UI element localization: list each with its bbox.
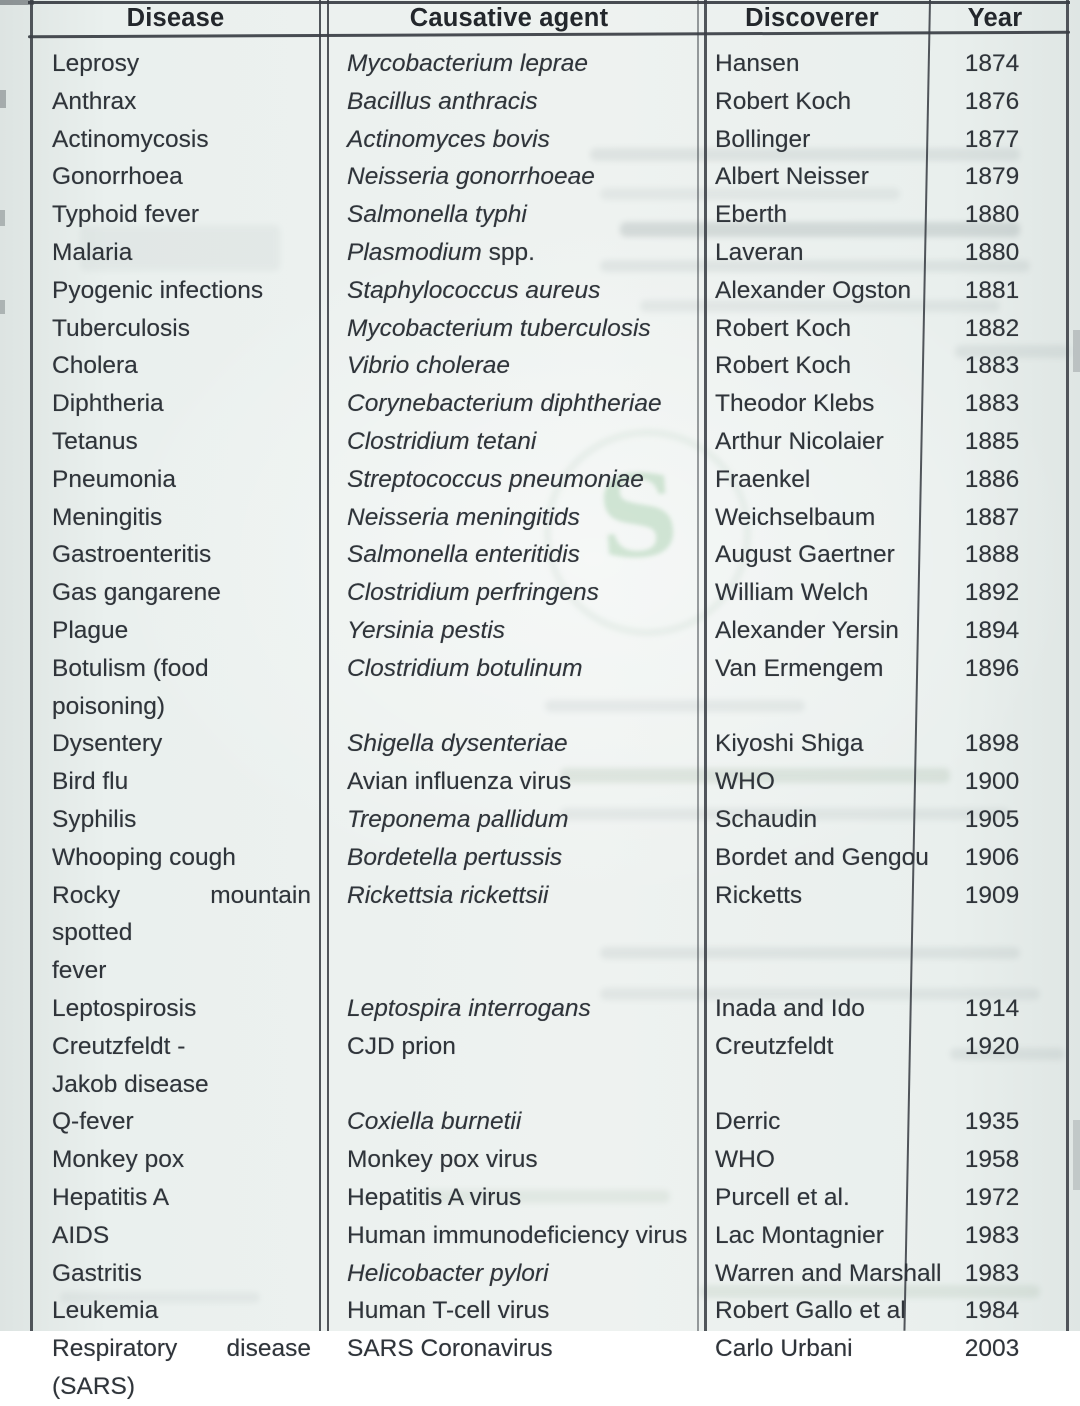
table-row	[30, 196, 1063, 234]
year-cell: 1877	[964, 125, 1020, 153]
disease-cell	[30, 196, 321, 234]
year-cell: 1920	[964, 1032, 1020, 1060]
disease-cell	[30, 839, 321, 877]
disease-cell	[30, 499, 321, 537]
discoverer-cell: August Gaertner	[715, 541, 895, 569]
agent-segment: Mycobacterium tuberculosis	[347, 314, 651, 342]
year-cell: 1972	[964, 1183, 1020, 1211]
discoverer-cell: WHO	[715, 1146, 775, 1174]
discoverer-cell: Hansen	[715, 50, 800, 77]
disease-cell	[30, 877, 321, 990]
discoverer-cell: WHO	[715, 768, 775, 796]
stamp-ghost-letter: S	[593, 449, 684, 586]
disease-line: Gastroenteritis	[52, 541, 212, 569]
disease-line: Bird flu	[52, 768, 129, 796]
agent-segment: Hepatitis A virus	[347, 1183, 522, 1211]
year-cell: 1879	[964, 163, 1020, 191]
disease-cell	[30, 1255, 321, 1293]
discoverer-cell: Inada and Ido	[715, 994, 865, 1022]
discoverer-cell: Derric	[715, 1108, 781, 1136]
year-cell: 1880	[964, 201, 1020, 229]
agent-cell	[321, 1330, 697, 1406]
agent-cell	[321, 1255, 697, 1293]
agent-cell	[321, 801, 697, 839]
discoverer-cell: Theodor Klebs	[715, 390, 875, 418]
year-cell: 1886	[964, 465, 1020, 493]
discoverer-cell: Lac Montagnier	[715, 1221, 884, 1249]
agent-cell	[321, 196, 697, 234]
agent-segment: Shigella dysenteriae	[347, 730, 568, 758]
agent-segment: Clostridium tetani	[347, 427, 537, 455]
disease-cell	[30, 801, 321, 839]
year-cell: 1883	[964, 352, 1020, 380]
agent-segment: Plasmodium	[347, 238, 482, 266]
agent-cell	[321, 310, 697, 348]
table-row	[30, 839, 1063, 877]
agent-segment: Monkey pox virus	[347, 1146, 538, 1174]
agent-cell	[321, 725, 697, 763]
disease-cell	[30, 272, 321, 310]
agent-cell	[321, 272, 697, 310]
discoverer-cell: Alexander Ogston	[715, 276, 912, 304]
disease-cell	[30, 121, 321, 159]
disease-cell	[30, 158, 321, 196]
agent-segment: Salmonella enteritidis	[347, 541, 580, 569]
discoverer-cell: Van Ermengem	[715, 654, 884, 682]
agent-cell	[321, 1179, 697, 1217]
year-cell: 1984	[964, 1297, 1020, 1325]
disease-cell	[30, 83, 321, 121]
agent-segment: Salmonella typhi	[347, 201, 527, 229]
year-cell: 1898	[964, 730, 1020, 758]
disease-cell	[30, 234, 321, 272]
table-row	[30, 423, 1063, 461]
disease-cell	[30, 574, 321, 612]
disease-line: fever	[52, 957, 107, 985]
disease-line: Creutzfeldt -	[52, 1032, 186, 1060]
year-cell: 1958	[964, 1146, 1020, 1174]
discoverer-cell: Arthur Nicolaier	[715, 427, 884, 455]
table-row	[30, 347, 1063, 385]
agent-segment: Mycobacterium leprae	[347, 50, 589, 77]
disease-line: AIDS	[52, 1221, 110, 1249]
agent-segment: SARS Coronavirus	[347, 1335, 553, 1363]
disease-line: (SARS)	[52, 1372, 136, 1400]
disease-cell	[30, 536, 321, 574]
disease-line: Monkey pox	[52, 1146, 185, 1174]
year-cell: 2003	[964, 1335, 1020, 1363]
year-cell: 1892	[964, 579, 1020, 607]
discoverer-cell: Schaudin	[715, 805, 818, 833]
year-cell: 1914	[964, 994, 1020, 1022]
disease-line: Botulism (food	[52, 654, 209, 682]
disease-line: Leukemia	[52, 1297, 159, 1325]
agent-segment: Leptospira interrogans	[347, 994, 591, 1022]
discoverer-cell: William Welch	[715, 579, 869, 607]
disease-line: Syphilis	[52, 805, 137, 833]
disease-line: Leprosy	[52, 50, 140, 77]
agent-cell	[321, 45, 697, 83]
disease-cell	[30, 1292, 321, 1330]
disease-cell	[30, 461, 321, 499]
table-row	[30, 1028, 1063, 1104]
discoverer-cell: Ricketts	[715, 881, 803, 909]
table-row	[30, 612, 1063, 650]
disease-line: Anthrax	[52, 87, 137, 115]
year-cell: 1983	[964, 1259, 1020, 1287]
agent-cell	[321, 1141, 697, 1179]
disease-line: Actinomycosis	[52, 125, 209, 153]
header-disease: Disease	[126, 4, 225, 32]
disease-line: Gastritis	[52, 1259, 142, 1287]
agent-cell	[321, 1217, 697, 1255]
discoverer-cell: Laveran	[715, 238, 804, 266]
disease-line: Q-fever	[52, 1108, 134, 1136]
disease-line: Malaria	[52, 238, 133, 266]
agent-segment: Rickettsia rickettsii	[347, 881, 549, 909]
year-cell: 1883	[964, 390, 1020, 418]
year-cell: 1882	[964, 314, 1020, 342]
disease-line: Pneumonia	[52, 465, 176, 493]
table-row	[30, 990, 1063, 1028]
disease-cell	[30, 725, 321, 763]
table-row	[30, 1330, 1063, 1406]
disease-cell	[30, 385, 321, 423]
discoverer-cell: Weichselbaum	[715, 503, 876, 531]
agent-cell	[321, 461, 697, 499]
discoverer-cell: Warren and Marshall	[715, 1259, 942, 1287]
year-cell: 1906	[964, 843, 1020, 871]
table-row	[30, 650, 1063, 726]
disease-line: Gonorrhoea	[52, 163, 183, 191]
agent-cell	[321, 763, 697, 801]
agent-cell	[321, 423, 697, 461]
table-row	[30, 121, 1063, 159]
year-cell: 1887	[964, 503, 1020, 531]
agent-cell	[321, 385, 697, 423]
table-body	[30, 45, 1063, 1406]
table-row	[30, 536, 1063, 574]
agent-segment: Treponema pallidum	[347, 805, 569, 833]
table-right-border	[1066, 0, 1069, 1331]
table-row	[30, 1292, 1063, 1330]
year-cell: 1935	[964, 1108, 1020, 1136]
disease-line: Meningitis	[52, 503, 163, 531]
table-row	[30, 1255, 1063, 1293]
agent-segment: Neisseria gonorrhoeae	[347, 163, 595, 191]
discoverer-cell: Bollinger	[715, 125, 811, 153]
disease-line: Cholera	[52, 352, 138, 380]
agent-segment: Neisseria meningitids	[347, 503, 580, 531]
disease-line: Tuberculosis	[52, 314, 190, 342]
disease-cell	[30, 1217, 321, 1255]
agent-cell	[321, 499, 697, 537]
disease-cell	[30, 650, 321, 726]
agent-cell	[321, 83, 697, 121]
agent-segment: Corynebacterium diphtheriae	[347, 390, 662, 418]
agent-cell	[321, 158, 697, 196]
agent-cell	[321, 1028, 697, 1104]
disease-cell	[30, 423, 321, 461]
year-cell: 1900	[964, 768, 1020, 796]
agent-segment: CJD prion	[347, 1032, 456, 1060]
discoverer-cell: Creutzfeldt	[715, 1032, 834, 1060]
agent-cell	[321, 650, 697, 726]
agent-segment: spp.	[481, 238, 535, 266]
agent-segment: Streptococcus pneumoniae	[347, 465, 644, 493]
year-cell: 1983	[964, 1221, 1020, 1249]
disease-line: Pyogenic infections	[52, 276, 264, 304]
disease-line: Diphtheria	[52, 390, 164, 418]
disease-line: Dysentery	[52, 730, 163, 758]
agent-cell	[321, 1292, 697, 1330]
agent-segment: Human T-cell virus	[347, 1297, 550, 1325]
disease-line: Whooping cough	[52, 843, 236, 871]
agent-segment: Yersinia pestis	[347, 616, 505, 644]
discoverer-cell: Alexander Yersin	[715, 616, 899, 644]
disease-cell	[30, 1028, 321, 1104]
table-row	[30, 461, 1063, 499]
agent-segment: Bordetella pertussis	[347, 843, 563, 871]
discoverer-cell: Purcell et al.	[715, 1183, 850, 1211]
table-row	[30, 83, 1063, 121]
discoverer-cell: Robert Koch	[715, 352, 852, 380]
table-row	[30, 272, 1063, 310]
discoverer-cell: Kiyoshi Shiga	[715, 730, 864, 758]
table-row	[30, 877, 1063, 990]
table-row	[30, 801, 1063, 839]
table-header-row	[30, 2, 1063, 35]
agent-segment: Clostridium botulinum	[347, 654, 583, 682]
table-row	[30, 385, 1063, 423]
table-row	[30, 725, 1063, 763]
agent-cell	[321, 839, 697, 877]
disease-cell	[30, 763, 321, 801]
agent-cell	[321, 536, 697, 574]
header-discoverer: Discoverer	[745, 4, 879, 32]
disease-line: Tetanus	[52, 427, 138, 455]
agent-segment: Vibrio cholerae	[347, 352, 510, 380]
disease-line: poisoning)	[52, 692, 166, 720]
agent-cell	[321, 877, 697, 990]
year-cell: 1888	[964, 541, 1020, 569]
table-row	[30, 310, 1063, 348]
agent-segment: Bacillus anthracis	[347, 87, 538, 115]
discoverer-cell: Albert Neisser	[715, 163, 869, 191]
header-year: Year	[967, 4, 1023, 32]
disease-line: Plague	[52, 616, 129, 644]
agent-cell	[321, 234, 697, 272]
disease-line: Respiratory disease	[52, 1335, 311, 1363]
table-row	[30, 45, 1063, 83]
disease-line: Typhoid fever	[52, 201, 200, 229]
year-cell: 1905	[964, 805, 1020, 833]
header-causative-agent: Causative agent	[409, 4, 609, 32]
year-cell: 1885	[964, 427, 1020, 455]
agent-cell	[321, 990, 697, 1028]
agent-segment: Staphylococcus aureus	[347, 276, 601, 304]
agent-segment: Helicobacter pylori	[347, 1259, 549, 1287]
disease-line: Gas gangarene	[52, 579, 221, 607]
agent-segment: Human immunodeficiency virus	[347, 1221, 688, 1249]
discoverer-cell: Robert Koch	[715, 87, 852, 115]
table-row	[30, 1217, 1063, 1255]
discoverer-cell: Fraenkel	[715, 465, 811, 493]
table-row	[30, 1103, 1063, 1141]
table-row	[30, 574, 1063, 612]
discoverer-cell: Eberth	[715, 201, 788, 229]
disease-cell	[30, 990, 321, 1028]
year-cell: 1909	[964, 881, 1020, 909]
table-row	[30, 763, 1063, 801]
disease-cell	[30, 347, 321, 385]
disease-cell	[30, 1141, 321, 1179]
year-cell: 1894	[964, 616, 1020, 644]
table-row	[30, 234, 1063, 272]
year-cell: 1874	[964, 50, 1020, 77]
disease-cell	[30, 45, 321, 83]
agent-segment: Avian influenza virus	[347, 768, 572, 796]
disease-line: Leptospirosis	[52, 994, 197, 1022]
table-row	[30, 1141, 1063, 1179]
agent-cell	[321, 1103, 697, 1141]
disease-cell	[30, 310, 321, 348]
table-row	[30, 158, 1063, 196]
agent-segment: Coxiella burnetii	[347, 1108, 522, 1136]
disease-line: Jakob disease	[52, 1070, 209, 1098]
discoverer-cell: Robert Koch	[715, 314, 852, 342]
agent-cell	[321, 347, 697, 385]
disease-cell	[30, 612, 321, 650]
disease-line: Rocky mountain spotted	[52, 881, 311, 947]
table-row	[30, 499, 1063, 537]
agent-cell	[321, 121, 697, 159]
year-cell: 1881	[964, 276, 1020, 304]
year-cell: 1876	[964, 87, 1020, 115]
agent-cell	[321, 612, 697, 650]
year-cell: 1880	[964, 238, 1020, 266]
disease-cell	[30, 1179, 321, 1217]
table-row	[30, 1179, 1063, 1217]
disease-cell	[30, 1103, 321, 1141]
agent-cell	[321, 574, 697, 612]
discoverer-cell: Robert Gallo et al	[715, 1297, 906, 1325]
agent-segment: Actinomyces bovis	[347, 125, 550, 153]
discoverer-cell: Carlo Urbani	[715, 1335, 853, 1363]
disease-cell	[30, 1330, 321, 1406]
discoverer-cell: Bordet and Gengou	[715, 843, 929, 871]
year-cell: 1896	[964, 654, 1020, 682]
agent-segment: Clostridium perfringens	[347, 579, 599, 607]
disease-line: Hepatitis A	[52, 1183, 170, 1211]
